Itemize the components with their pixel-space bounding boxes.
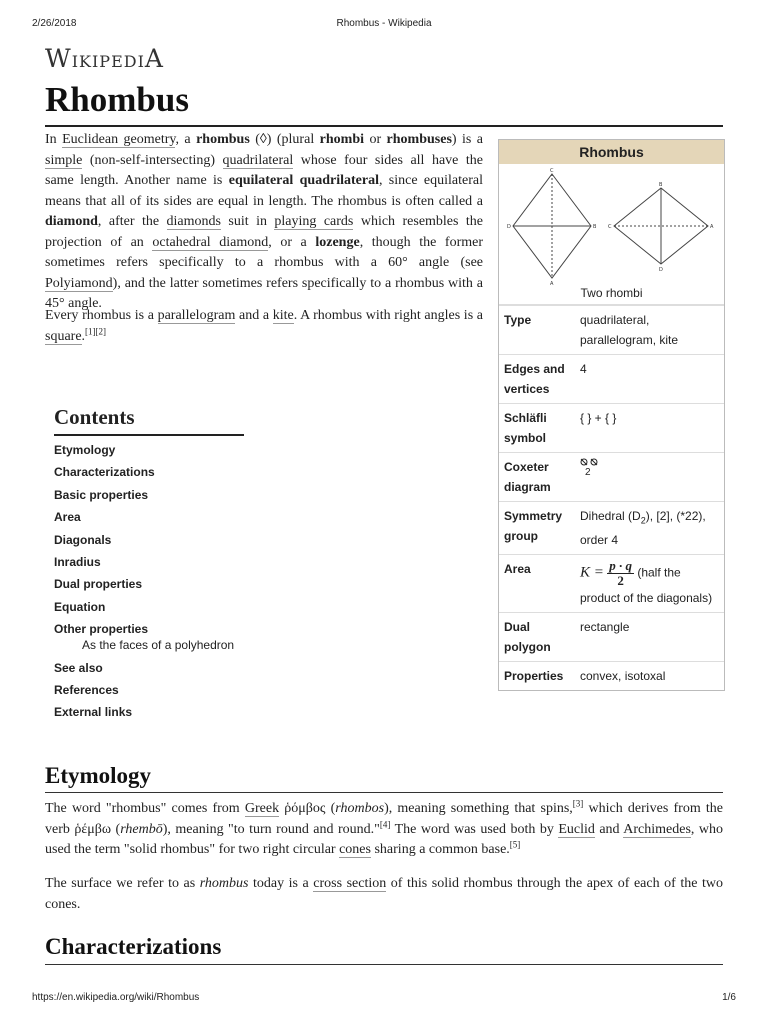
link-kite[interactable]: kite bbox=[272, 308, 294, 323]
svg-text:C: C bbox=[550, 168, 554, 174]
print-footer bbox=[32, 992, 736, 1003]
second-paragraph: Every rhombus is a parallelogram and a kite. A rhombus with right angles is a square.[1][2] bbox=[45, 308, 484, 344]
link-euclidean-geometry[interactable]: Euclidean geometry bbox=[62, 132, 176, 147]
infobox-title: Rhombus bbox=[499, 140, 724, 164]
toc-item-etymology[interactable]: Etymology bbox=[54, 443, 116, 457]
print-date: 2/26/2018 bbox=[32, 18, 77, 29]
infobox-row-area: Area K = $\frac{p \cdot q}{2}$ (half the product of the diagonals) bbox=[499, 554, 724, 612]
link-cones[interactable]: cones bbox=[339, 842, 371, 857]
title-rule bbox=[45, 125, 723, 127]
infobox-caption: Two rhombi bbox=[580, 286, 643, 300]
toc-item-other-properties[interactable]: Other properties bbox=[54, 622, 149, 637]
link-polyiamond[interactable]: Polyiamond bbox=[45, 275, 113, 291]
toc-item-see-also[interactable]: See also bbox=[54, 660, 103, 675]
toc-item-inradius[interactable]: Inradius bbox=[54, 554, 101, 569]
toc-subitem-faces-of-polyhedron[interactable]: As the faces of a polyhedron bbox=[82, 637, 235, 652]
infobox-row-symmetry: Symmetry group Dihedral $(D_2)$, [2], (*22), order 4 bbox=[499, 501, 724, 554]
characterizations-rule bbox=[45, 964, 723, 965]
toc-item-references[interactable]: References bbox=[54, 682, 119, 697]
infobox bbox=[498, 139, 725, 691]
link-octahedral-diamond[interactable]: octahedral diamond bbox=[152, 234, 269, 250]
link-cross-section[interactable]: cross section bbox=[313, 876, 387, 891]
wikipedia-logo[interactable]: WIKIPEDIA bbox=[45, 44, 164, 73]
link-euclid[interactable]: Euclid bbox=[558, 821, 595, 837]
svg-text:B: B bbox=[659, 182, 663, 188]
infobox-row-dual: Dual polygon rectangle bbox=[499, 612, 724, 661]
link-square[interactable]: square bbox=[45, 328, 82, 344]
toc-item-characterizations[interactable]: Characterizations bbox=[54, 465, 155, 480]
toc-item-external-links[interactable]: External links bbox=[54, 705, 133, 720]
svg-text:D: D bbox=[507, 224, 511, 230]
citation-3[interactable]: [3] bbox=[572, 798, 584, 809]
citation-1-2[interactable]: [1][2] bbox=[85, 325, 107, 336]
etymology-paragraph-2: The surface we refer to as rhombus today is a cross section of this solid rhombus through the apex of each of the two cones. bbox=[45, 876, 723, 912]
etymology-paragraph-1: The word "rhombus" comes from Greek ῥόμβος (rhombos), meaning something that spins,[3] which derives from the verb ῥέμβω (rhembō), meaning "to turn round and round."[4] The word was used both by Euclid and Archimedes, who used the term "solid rhombus" for two right circular cones sharing a common base.[5] bbox=[45, 798, 724, 857]
link-quadrilateral[interactable]: quadrilateral bbox=[222, 152, 294, 168]
toc-item-dual-properties[interactable]: Dual properties bbox=[54, 577, 143, 592]
link-simple[interactable]: simple bbox=[45, 152, 83, 168]
area-formula: K = bbox=[580, 565, 604, 582]
toc-item-equation[interactable]: Equation bbox=[54, 599, 106, 614]
contents-title: Contents bbox=[54, 405, 244, 436]
intro-paragraph: In Euclidean geometry, a rhombus (◊) (plural rhombi or rhombuses) is a simple (non-self-intersecting) quadrilateral whose four sides all have the same length. Another name is equilateral quadrilateral, since equilateral means that all of its sides are equal in length. The rhombus is often called a diamond, after the diamonds suit in playing cards which resembles the projection of an octahedral diamond, or a lozenge, though the former sometimes refers specifically to a rhombus with a 60° angle (see Polyiamond), and the latter sometimes refers specifically to a rhombus with a 45° angle. bbox=[45, 132, 484, 311]
toc-item-area[interactable]: Area bbox=[54, 510, 81, 525]
infobox-row-coxeter: Coxeter diagram 2 bbox=[499, 452, 724, 501]
link-greek[interactable]: Greek bbox=[244, 801, 280, 816]
svg-text:C: C bbox=[608, 224, 612, 230]
link-diamonds[interactable]: diamonds bbox=[166, 214, 221, 229]
heading-characterizations: Characterizations bbox=[45, 934, 222, 959]
print-title: Rhombus - Wikipedia bbox=[336, 18, 432, 29]
toc-item-basic-properties[interactable]: Basic properties bbox=[54, 487, 149, 502]
svg-text:A: A bbox=[550, 281, 554, 286]
print-page-number: 1/6 bbox=[722, 992, 736, 1003]
heading-etymology: Etymology bbox=[45, 763, 152, 788]
citation-4[interactable]: [4] bbox=[379, 818, 391, 829]
page-title: Rhombus bbox=[45, 80, 189, 119]
infobox-row-properties: Properties convex, isotoxal bbox=[499, 661, 724, 690]
citation-5[interactable]: [5] bbox=[509, 839, 521, 850]
etymology-rule bbox=[45, 792, 723, 793]
svg-text:A: A bbox=[710, 224, 714, 230]
infobox-image[interactable] bbox=[499, 164, 724, 305]
coxeter-diagram-icon[interactable]: 2 bbox=[580, 457, 598, 473]
link-parallelogram[interactable]: parallelogram bbox=[157, 308, 236, 323]
svg-text:B: B bbox=[593, 224, 597, 230]
toc-item-diagonals[interactable]: Diagonals bbox=[54, 532, 112, 547]
two-rhombi-diagram bbox=[499, 166, 722, 286]
print-url[interactable]: https://en.wikipedia.org/wiki/Rhombus bbox=[32, 992, 200, 1003]
table-of-contents bbox=[54, 405, 244, 727]
link-archimedes[interactable]: Archimedes bbox=[623, 821, 691, 837]
print-header bbox=[32, 18, 736, 32]
infobox-row-type: Type quadrilateral, parallelogram, kite bbox=[499, 305, 724, 354]
svg-text:D: D bbox=[659, 267, 663, 273]
link-playing-cards[interactable]: playing cards bbox=[274, 214, 354, 229]
infobox-row-schlafli: Schläfli symbol { } + { } bbox=[499, 403, 724, 452]
infobox-row-edges: Edges and vertices 4 bbox=[499, 354, 724, 403]
